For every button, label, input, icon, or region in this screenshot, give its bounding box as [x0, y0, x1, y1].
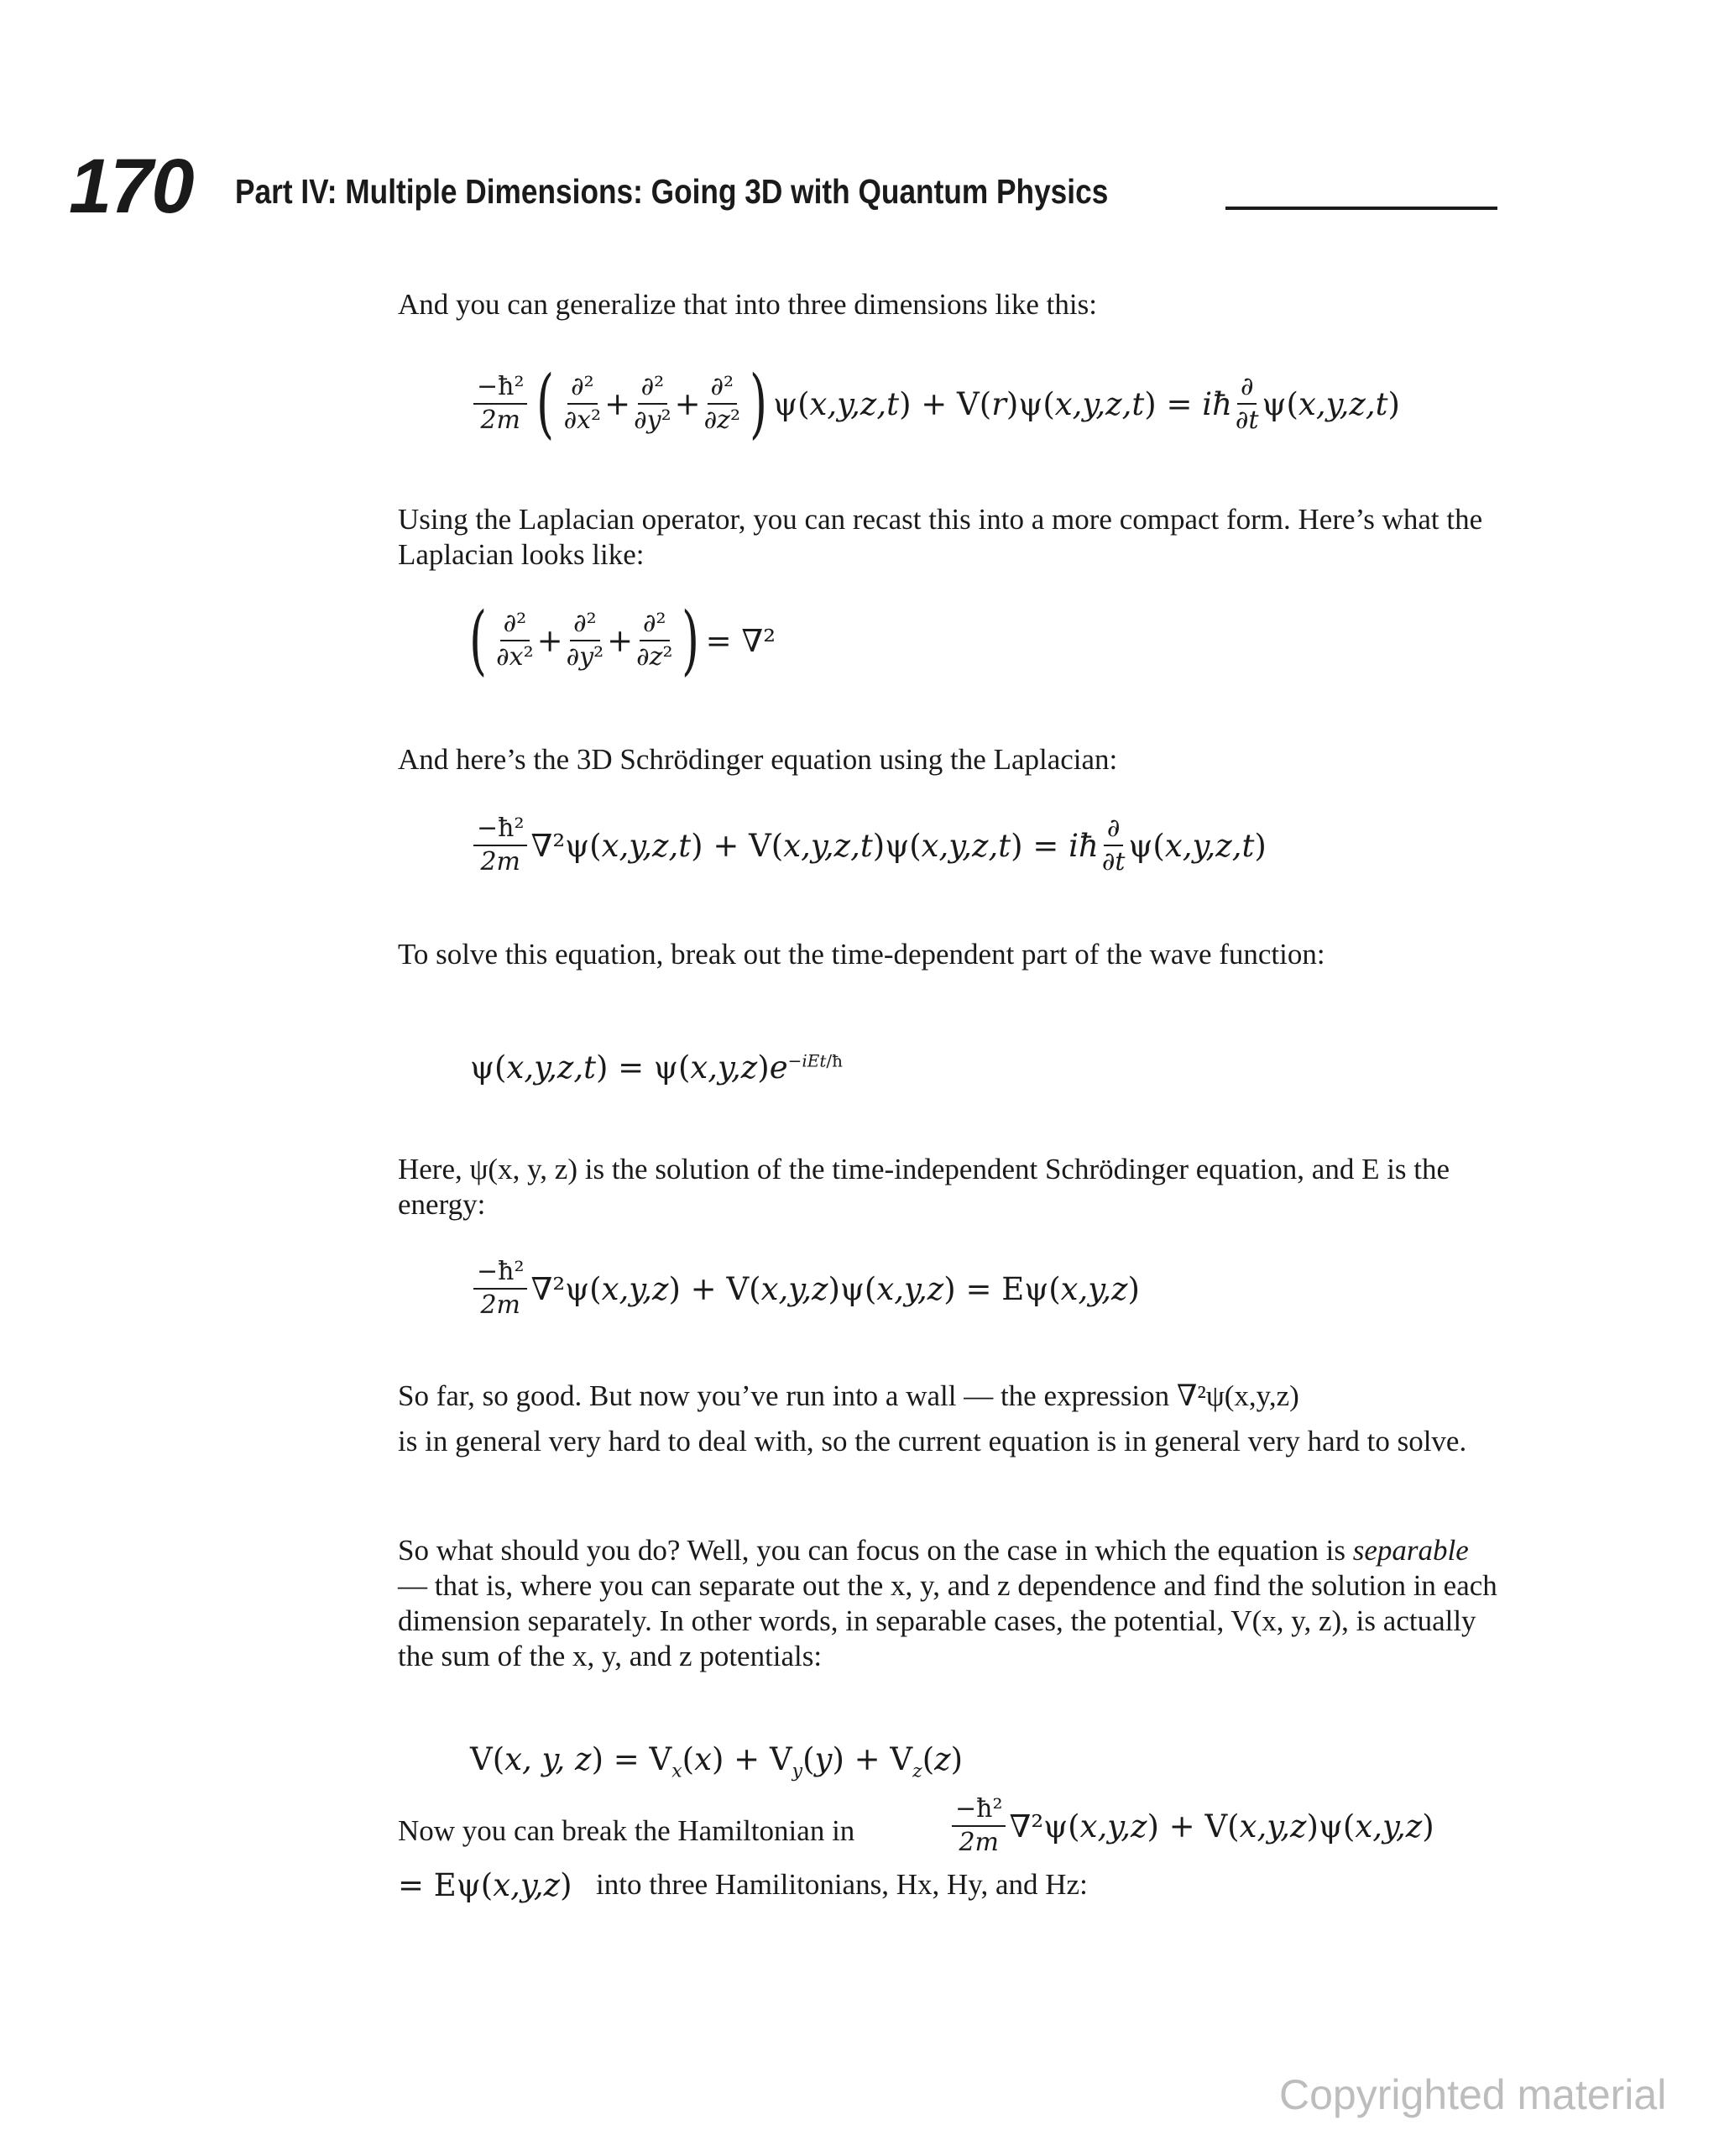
paragraph-7: [398, 1533, 1497, 1674]
equation-5: $\frac{\text{−ħ²}}{2m}$ ∇²ψ(x,y,z) + V(x,y,z)ψ(x,y,z) = Eψ(x,y,z): [470, 1259, 1140, 1318]
paragraph-5: Here, ψ(x, y, z) is the solution of the time-independent Schrödinger equation, and E is the energy:: [398, 1153, 1450, 1221]
watermark: Copyrighted material: [1279, 2071, 1667, 2118]
paragraph-6-line-1: So far, so good. But now you’ve run into a wall — the expression ∇²ψ(x,y,z): [398, 1379, 1299, 1412]
equation-4: $\psi(x,y,z,t) = \psi(x,y,z)e^{-iEt/ħ}$: [470, 1049, 844, 1086]
paragraph-1: And you can generalize that into three dimensions like this:: [398, 288, 1097, 321]
equation-6: V(x, y, $z) = V_x(x) + V_y(y) + V_z(z)$: [470, 1741, 964, 1782]
equation-laplacian: ( $\frac{\text{∂²}}{\text{∂x²}}$ + $\frac{\text{∂²}}{\text{∂y²}}$ + $\frac{\text{∂²}}{\text{∂z²}}$ ) = ∇²: [469, 596, 776, 684]
header-rule: [1225, 207, 1497, 210]
paragraph-3: And here’s the 3D Schrödinger equation using the Laplacian:: [398, 743, 1118, 776]
page-number: 170: [69, 144, 193, 229]
equation-3: $\frac{\text{−ħ²}}{2m}$ ∇²ψ(x,y,z,t) + V(x,y,z,t)ψ(x,y,z,t) = iħ $\frac{\partial}{\partial t}$ ψ(x,y,z,t): [470, 816, 1267, 875]
paragraph-7-end: — that is, where you can separate out the x, y, and z dependence and find the solution in each dimension separately. In other words, in separable cases, the potential, V(x, y, z), is actually the sum of the x, y, and z potentials:: [398, 1569, 1497, 1672]
separable-term: separable: [1352, 1534, 1469, 1567]
paragraph-2: Using the Laplacian operator, you can recast this into a more compact form. Here’s what the Laplacian looks like:: [398, 503, 1483, 571]
paragraph-6-rest: is in general very hard to deal with, so the current equation is in general very hard to solve.: [398, 1425, 1467, 1457]
equation-7: $\frac{\text{−ħ²}}{2m}$ ∇²ψ(x,y,z) + V(x,y,z)ψ(x,y,z): [948, 1797, 1434, 1855]
paragraph-8-end: into three Hamilitonians, Hx, Hy, and Hz:: [596, 1868, 1088, 1901]
paragraph-4: To solve this equation, break out the time-dependent part of the wave function:: [398, 938, 1325, 971]
running-head: Part IV: Multiple Dimensions: Going 3D with Quantum Physics: [235, 172, 1109, 211]
paragraph-8-start: Now you can break the Hamiltonian in: [398, 1814, 855, 1847]
equation-1: $\frac{\text{−ħ²}}{2m}$ ( $\frac{\text{∂²}}{\text{∂x²}}$ + $\frac{\text{∂²}}{\text{∂y²}}$ + $\frac{\text{∂²}}{\text{∂z²}}$ ) ψ(x,y,z,t) + V(r)ψ(x,y,z,t) = iħ $\frac{\partial}{\partial t}$ ψ(x,y,z,t): [470, 366, 1400, 442]
equation-8: = Eψ(x,y,z): [398, 1867, 572, 1903]
paragraph-7-start: So what should you do? Well, you can focus on the case in which the equation is: [398, 1534, 1353, 1567]
